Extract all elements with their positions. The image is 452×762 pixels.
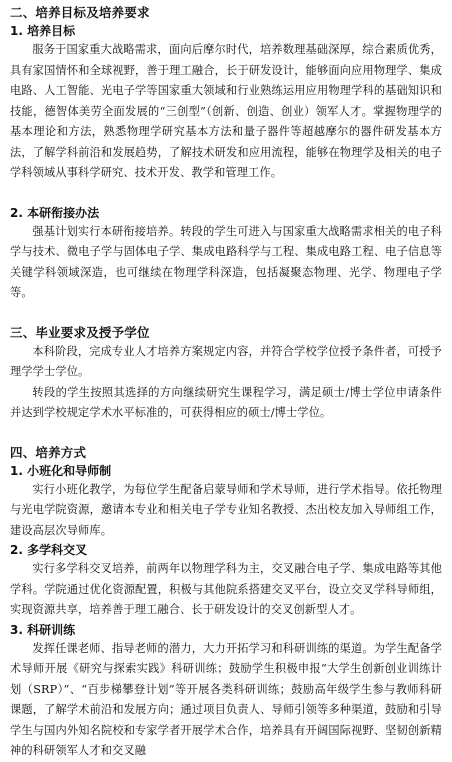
paragraph: 实行多学科交叉培养，前两年以物理学科为主，交叉融合电子学、集成电路等其他学科。学院通过优化资源配置，积极与其他院系搭建交叉平台，设立交叉学科导师组，实现资源共享，培养善于理工融合、长于研发设计的交叉创新型人才。 [10, 562, 442, 616]
subsection-title: 1. 小班化和导师制 [10, 463, 112, 478]
subsection-title: 3. 科研训练 [10, 622, 76, 637]
section-training-goals [10, 4, 442, 304]
subsection-title: 2. 本研衔接办法 [10, 205, 100, 220]
section-title: 四、培养方式 [10, 444, 87, 460]
section-title: 二、培养目标及培养要求 [10, 5, 150, 20]
paragraph: 发挥任课老师、指导老师的潜力，大力开拓学习和科研训练的渠道。为学生配备学术导师开展《研究与探索实践》科研训练；鼓励学生积极申报“大学生创新创业训练计划（SRP）”、“百步梯攀登计划”等开展各类科研训练；鼓励高年级学生参与教师科研课题，了解学术前沿和发展方向；通过项目负责人、导师引领等多种渠道，鼓励和引导学生与国内外知名院校和专家学者开展学术合作，培养具有开阔国际视野、坚韧创新精神的科研领军人才和交叉融 [10, 641, 442, 757]
section-title: 三、毕业要求及授予学位 [10, 324, 150, 340]
section-graduation-requirements [10, 324, 442, 424]
paragraph: 转段的学生按照其选择的方向继续研究生课程学习，满足硕士/博士学位申请条件并达到学校规定学术水平标准的，可获得相应的硕士/博士学位。 [10, 385, 442, 419]
paragraph: 本科阶段，完成专业人才培养方案规定内容，并符合学校学位授予条件者，可授予理学学士学位。 [10, 344, 442, 378]
subsection-title: 1. 培养目标 [10, 24, 76, 38]
section-training-methods [10, 444, 442, 762]
paragraph: 强基计划实行本研衔接培养。转段的学生可进入与国家重大战略需求相关的电子科学与技术、微电子学与固体电子学、集成电路科学与工程、集成电路工程、电子信息等关键学科领域深造，也可继续在物理学科深造，包括凝聚态物理、光学、物理电子学等。 [10, 224, 442, 299]
paragraph: 服务于国家重大战略需求，面向后摩尔时代，培养数理基础深厚，综合素质优秀，具有家国情怀和全球视野，善于理工融合，长于研发设计，能够面向应用物理学、集成电路、人工智能、光电子学等国家重大领域和行业熟练运用应用物理学科的基础知识和技能，德智体美劳全面发展的“三创型”（创新、创造、创业）领军人才。掌握物理学的基本理论和方法，熟悉物理学研究基本方法和量子器件等超越摩尔的器件研发基本方法，了解学科前沿和发展趋势，了解技术研发和应用流程，能够在物理学及相关的电子学科领域从事科学研究、技术开发、教学和管理工作。 [10, 43, 442, 179]
subsection-title: 2. 多学科交叉 [10, 543, 88, 557]
paragraph: 实行小班化教学，为每位学生配备启蒙导师和学术导师，进行学术指导。依托物理与光电学院资源，邀请本专业和相关电子学专业知名教授、杰出校友加入导师组工作，建设高层次导师库。 [10, 482, 442, 537]
